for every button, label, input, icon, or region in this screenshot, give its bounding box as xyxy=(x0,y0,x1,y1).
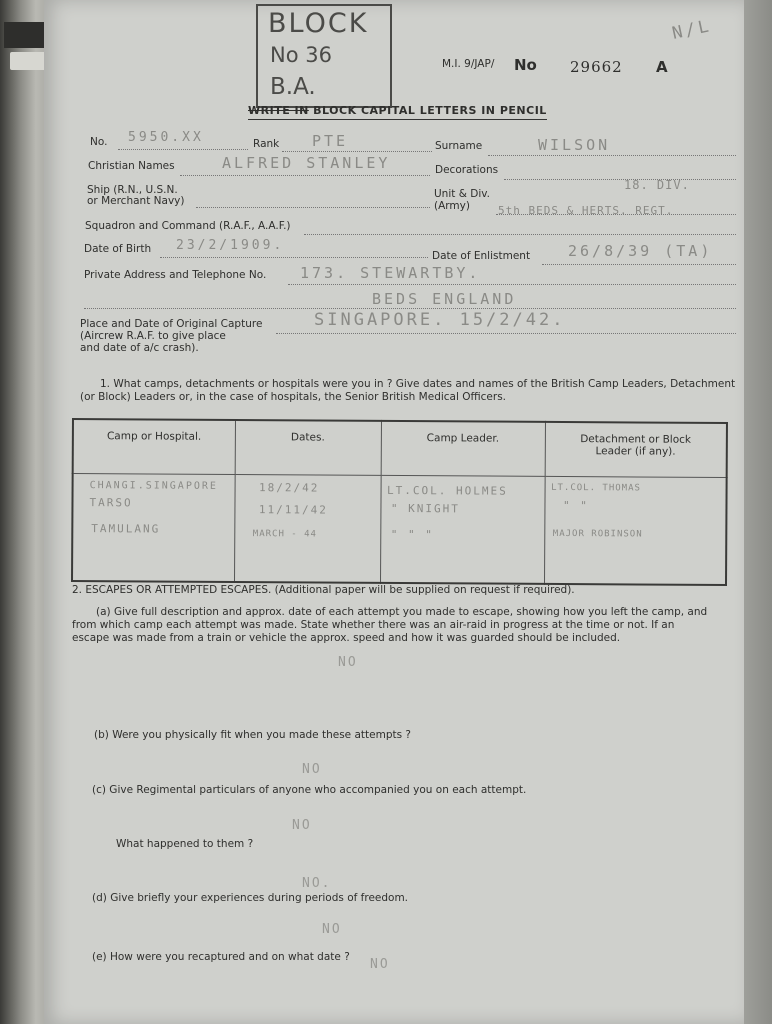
leader-row-1: LT.COL. HOLMES xyxy=(387,483,508,498)
camp-row-1: CHANGI.SINGAPORE xyxy=(89,480,218,492)
unit-label-2: (Army) xyxy=(434,200,470,212)
detach-row-2: " " xyxy=(562,499,589,513)
answer-c: NO xyxy=(292,818,312,833)
enlist-label: Date of Enlistment xyxy=(432,250,531,262)
unit-value-2: 5th BEDS & HERTS. REGT. xyxy=(498,204,674,217)
answer-e: NO xyxy=(370,957,390,972)
enlist-line xyxy=(542,264,736,265)
q1-line-1: 1. What camps, detachments or hospitals were you in ? Give dates and names of the British Camp Leaders, Detachment xyxy=(100,378,736,390)
surname-line xyxy=(488,155,736,156)
ref-suffix: A xyxy=(656,58,668,76)
stamp-line-2: No 36 xyxy=(270,43,332,67)
surname-value: WILSON xyxy=(538,136,611,154)
ship-line xyxy=(196,207,430,208)
header-detachment-line-1: Detachment or Block xyxy=(580,433,692,446)
q2-a-line-2: from which camp each attempt was made. State whether there was an air-raid in progress at the time or not. If an xyxy=(72,619,675,631)
table-body-row xyxy=(72,474,727,585)
unit-line xyxy=(496,214,736,215)
header-dates: Dates. xyxy=(235,420,381,475)
rank-value: PTE xyxy=(312,132,349,150)
ref-no-label: No xyxy=(514,56,537,74)
camps-table xyxy=(71,418,728,586)
page-edge xyxy=(744,0,772,1024)
date-row-2: 11/11/42 xyxy=(258,503,328,517)
address-value-1: 173. STEWARTBY. xyxy=(300,264,481,282)
q2-a-line-1: (a) Give full description and approx. date of each attempt you made to escape, showing how you left the camp, and xyxy=(96,606,708,618)
rank-line xyxy=(282,151,432,152)
answer-c-followup: NO. xyxy=(302,876,332,891)
header-detachment-line-2: Leader (if any). xyxy=(595,445,676,458)
q2-c-followup: What happened to them ? xyxy=(116,838,254,850)
dob-value: 23/2/1909. xyxy=(176,238,285,253)
q1-line-2: (or Block) Leaders or, in the case of hospitals, the Senior British Medical Officers. xyxy=(80,391,507,403)
detach-row-1: LT.COL. THOMAS xyxy=(551,482,641,494)
address-line-1 xyxy=(288,284,736,285)
no-line xyxy=(118,149,248,150)
christian-label: Christian Names xyxy=(88,160,175,172)
ship-label-2: or Merchant Navy) xyxy=(87,195,185,207)
address-value-2: BEDS ENGLAND xyxy=(372,290,517,308)
header-camp: Camp or Hospital. xyxy=(73,419,235,474)
dob-label: Date of Birth xyxy=(84,243,152,255)
decorations-label: Decorations xyxy=(435,164,499,176)
ship-label: Ship (R.N., U.S.N. xyxy=(87,184,178,196)
capture-label-2: (Aircrew R.A.F. to give place xyxy=(80,330,226,342)
no-value: 5950.XX xyxy=(128,130,204,145)
stamp-line-3: B.A. xyxy=(270,74,316,100)
table-header-row xyxy=(73,419,727,477)
stamp-line-1: BLOCK xyxy=(268,8,369,39)
ref-number: 29662 xyxy=(570,58,623,76)
block-stamp xyxy=(256,4,392,108)
camp-cell xyxy=(72,474,235,582)
christian-value: ALFRED STANLEY xyxy=(222,154,391,172)
squadron-label: Squadron and Command (R.A.F., A.A.F.) xyxy=(85,220,291,232)
camp-row-2: TARSO xyxy=(89,496,133,510)
header-leader: Camp Leader. xyxy=(381,421,545,477)
instruction-rest: BLOCK CAPITAL LETTERS IN PENCIL xyxy=(308,104,547,117)
ref-code: M.I. 9/JAP/ xyxy=(442,58,495,70)
capture-line xyxy=(276,333,736,334)
instruction-heading xyxy=(248,104,547,117)
detach-row-3: MAJOR ROBINSON xyxy=(552,528,643,540)
squadron-line xyxy=(304,234,736,235)
capture-value: SINGAPORE. 15/2/42. xyxy=(314,310,566,330)
header-detachment xyxy=(545,422,727,478)
christian-line xyxy=(180,175,430,176)
no-label: No. xyxy=(90,136,108,148)
date-row-3: MARCH - 44 xyxy=(252,529,318,540)
q2-a-line-3: escape was made from a train or vehicle the approx. speed and how it was guarded should be included. xyxy=(72,632,621,644)
decorations-line xyxy=(504,179,736,180)
answer-d: NO xyxy=(322,922,342,937)
corner-mark: N/L xyxy=(670,16,714,44)
unit-value-1: 18. DIV. xyxy=(624,178,690,192)
q2-b: (b) Were you physically fit when you made these attempts ? xyxy=(94,729,411,741)
address-label: Private Address and Telephone No. xyxy=(84,269,267,281)
q2-title: 2. ESCAPES OR ATTEMPTED ESCAPES. (Additional paper will be supplied on request if required). xyxy=(72,584,575,596)
leader-cell xyxy=(380,475,545,583)
detachment-cell xyxy=(544,476,727,585)
leader-row-3: " " " xyxy=(390,527,434,542)
date-row-1: 18/2/42 xyxy=(259,481,320,495)
unit-label: Unit & Div. xyxy=(434,188,490,200)
q2-e: (e) How were you recaptured and on what date ? xyxy=(92,951,350,963)
answer-a: NO xyxy=(338,655,358,670)
answer-b: NO xyxy=(302,762,322,777)
rank-label: Rank xyxy=(253,138,280,150)
q2-d: (d) Give briefly your experiences during periods of freedom. xyxy=(92,892,409,904)
dob-line xyxy=(160,257,428,258)
capture-label-1: Place and Date of Original Capture xyxy=(80,318,263,330)
capture-label-3: and date of a/c crash). xyxy=(80,342,199,354)
enlist-value: 26/8/39 (TA) xyxy=(568,242,713,260)
instruction-struck: WRITE IN xyxy=(248,104,309,117)
leader-row-2: " KNIGHT xyxy=(390,501,460,516)
q2-c: (c) Give Regimental particulars of anyone who accompanied you on each attempt. xyxy=(92,784,527,796)
address-line-2 xyxy=(84,308,736,309)
camp-row-3: TAMULANG xyxy=(91,522,161,536)
surname-label: Surname xyxy=(435,140,483,152)
dates-cell xyxy=(234,474,381,582)
